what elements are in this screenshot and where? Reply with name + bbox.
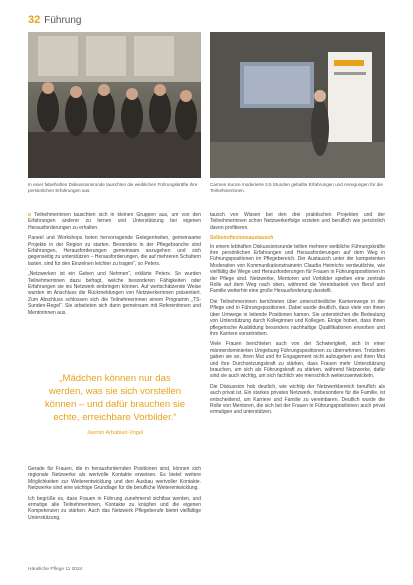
article-paragraph: Viele Frauen berichteten auch von der Schwierigkeit, sich in einer männerdominierten Umgebung Führungspositionen zu übernehmen. Trotzdem gaben sie an, ihren Mut und ihr Engagement nicht aufzugeben und ihren Mut und ihre Durchsetzungskraft zu stärken, dass Frauen mehr Unterstützung brauchen, um sich als Führungskraft zu stärken, während Netzwerke, dafür sind sie auch wichtig, um sich fachlich wie menschlich weiterzuentwickeln. [210, 341, 385, 380]
photo-discussion-round [28, 32, 201, 178]
article-column-left [28, 212, 201, 320]
pull-quote [42, 372, 188, 436]
article-paragraph: o Teilnehmerinnen tauschten sich in kleinen Gruppen aus, um von den Erfahrungen anderer zu lernen und Unterstützung bei eigenen Herausforderungen zu erhalten. [28, 212, 201, 231]
article-paragraph: Die Teilnehmerinnen berichteten über unterschiedliche Karrierewege in der Pflege und in Führungspositionen. Dabei wurde deutlich, dass viele von ihnen über Umwege in leitende Positionen kamen. Sie unterstrichen die Bedeutung von Unterstützung durch Kolleginnen und Kollegen. Einige hoben, dass ihnen pflegerische Ausbildung besonders nachhaltige Qualifikationen erworben und ihre Karriere vorantrieben. [210, 298, 385, 337]
page-footer: Häusliche Pflege 11 2024 [28, 567, 83, 572]
dropcap: o [28, 212, 32, 218]
article-paragraph: Ich begrüße es, dass Frauen in Führung zunehmend sichtbar werden, und ermutige alle Teilnehmerinnen, Kontakte zu knüpfen und die eigenen Kompetenzen zu stärken. Auch das Netzwerk Pflegeberufe bietet vielfältige Unterstützung. [28, 495, 201, 521]
article-column-left-bottom [28, 466, 201, 525]
page-number: 32 [28, 14, 41, 26]
photo-caption-right: Carmen Kunze moderierte 3,5 Stunden geballte Erfahrungen und Anregungen für die Teilnehmerinnen. [210, 182, 383, 193]
article-paragraph: „Netzwerken ist ein Geben und Nehmen“, erklärte Peters. So wurden Teilnehmerinnen dazu befragt, welche besonderen Fähigkeiten oder Erfahrungen sie ins Netzwerk einbringen können. Auf wertschätzende Weise wurden im Anschluss die Rückmeldungen von Netzwerkerinnen präsentiert. Zum Abschluss schlossen sich die Teilnehmerinnen einem Programm „TS-Sunden-Regel“. Sie arbeiteten sich dann gemeinsam mit Referentinnen und Mentorinnen aus. [28, 271, 201, 316]
pull-quote-author: Jasmin Arbabian-Vogel [86, 430, 144, 436]
article-paragraph: tausch von Wissen bei den drei praktischen Projekten und der Teilnehmerinnen schon Netzwerkerfolge erzielen und beruflich wie persönlich davon profitieren. [210, 212, 385, 231]
page-header [28, 14, 82, 26]
article-paragraph: Gerade für Frauen, die in herausfordernden Positionen sind, können sich regionale Netzwerke als wertvolle Kontakte erweisen. Es bietet weitere Möglichkeiten zur Weiterentwicklung und den Ausbau wertvoller Kontakte. Netzwerke sind eine wichtige Grundlage für die berufliche Weiterentwicklung. [28, 466, 201, 492]
section-title: Führung [44, 15, 82, 26]
photo-caption-left: In einer fabelhaften Diskussionsrunde tauschten die weiblichen Führungskräfte ihre persönlichen Erfahrungen aus. [28, 182, 198, 193]
article-column-right [210, 212, 385, 420]
article-paragraph: Die Diskussion hob deutlich, wie wichtig der Netzwerkbereich beruflich als auch privat ist. Ein starkes privates Netzwerk, insbesondere für die Familie, ist entscheidend, um Karriere und Familie zu vereinbaren. Deutlich wurde die Rolle von Mentoren, die sich bei der Frauen in Führungspositionen auch privat ermutigen und unterstützen. [210, 383, 385, 416]
pull-quote-text: „Mädchen können nur das werden, was sie sich vorstellen können – und dafür brauchen sie echte, erreichbare Vorbilder.“ [44, 373, 186, 423]
article-paragraph: Paneel und Workshops boten hervorragende Gelegenheiten, gemeinsame Projekte in der Region zu starten. Besonders in der Pflegebranche sind Erfahrungen, Herausforderungen gemeinsam anzugehen und sich gegenseitig zu unterstützen – Herausforderungen, die auf mehreren Schultern lasten, sind für den Einzelnen leichter zu tragen“, so Peters. [28, 235, 201, 267]
section-subheading: Selbstreflexionsaustausch [210, 235, 274, 242]
article-paragraph: In einem lebhaften Diskussionsrunde teilten mehrere weibliche Führungskräfte ihre persönlichen Erfahrungen und Herausforderungen auf dem Weg in Führungspositionen im Pflegebereich. Der Austausch unter der kompetenten Moderation von Kommunikationstrainerin Claudia Heinrichs verdeutlichte, wie vielfältig die Wege und Herausforderungen für Frauen in Führungspositionen in der Pflege sind. Netzwerke, Mentoren und Vorbilder spielten eine zentrale Rolle auf dem Weg nach oben, während die Vereinbarkeit von Beruf und Familie weiterhin eine große Herausforderung darstellt. [210, 243, 386, 295]
photo-presentation [210, 32, 385, 178]
